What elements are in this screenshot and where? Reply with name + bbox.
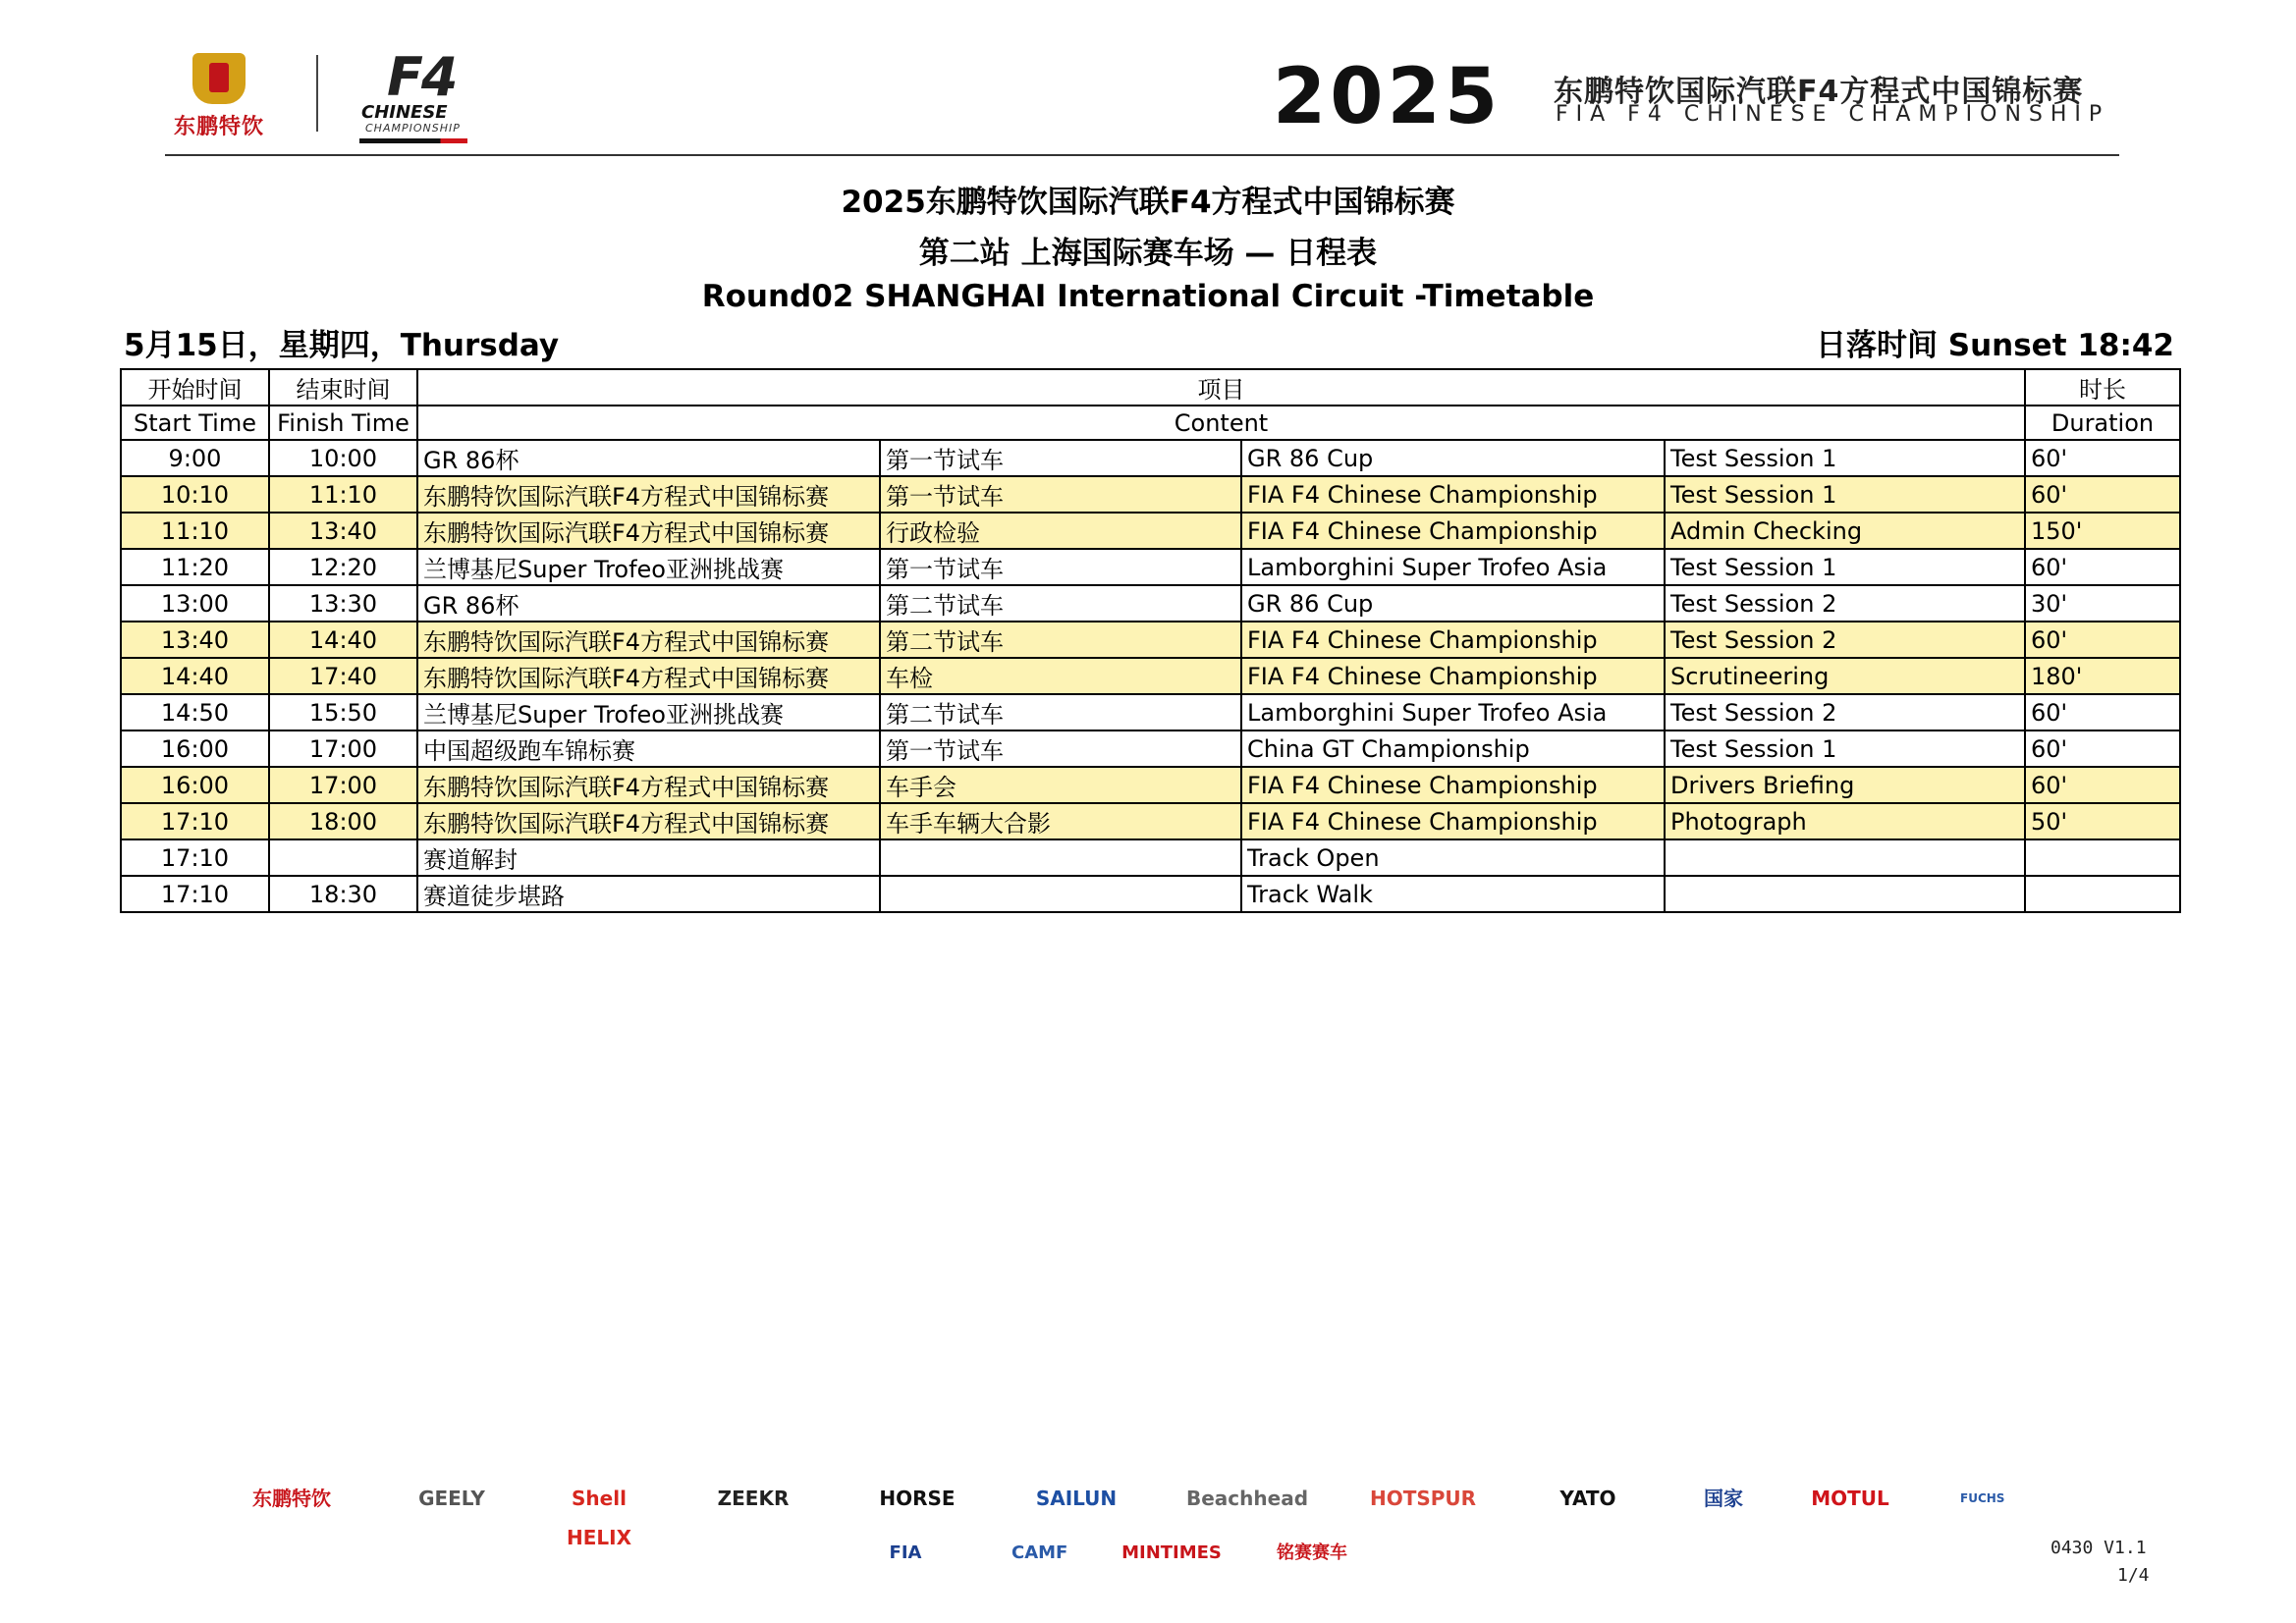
dongpeng-crest-icon xyxy=(192,53,246,104)
cell-session-zh: 车手车辆大合影 xyxy=(880,803,1241,839)
cell-start: 10:10 xyxy=(121,476,269,513)
dongpeng-logo-text: 东鹏特饮 xyxy=(173,115,264,139)
header-start-en: Start Time xyxy=(121,406,269,440)
cell-session-en: Test Session 1 xyxy=(1665,730,2025,767)
cell-start: 11:10 xyxy=(121,513,269,549)
cell-series-zh: 东鹏特饮国际汽联F4方程式中国锦标赛 xyxy=(417,622,880,658)
cell-session-en: Scrutineering xyxy=(1665,658,2025,694)
logo-divider xyxy=(316,55,318,132)
cell-start: 14:40 xyxy=(121,658,269,694)
cell-finish: 13:40 xyxy=(269,513,417,549)
sponsor-logo: HOTSPUR xyxy=(1369,1487,1477,1510)
cell-series-en: Track Walk xyxy=(1241,876,1665,912)
sponsor-logo: SAILUN xyxy=(1035,1487,1118,1510)
cell-session-en: Admin Checking xyxy=(1665,513,2025,549)
cell-session-zh: 车检 xyxy=(880,658,1241,694)
sponsor-logo: MOTUL xyxy=(1811,1487,1889,1510)
cell-duration: 60' xyxy=(2025,622,2180,658)
cell-session-en: Test Session 1 xyxy=(1665,476,2025,513)
cell-session-zh: 第一节试车 xyxy=(880,476,1241,513)
cell-series-zh: 赛道徒步堪路 xyxy=(417,876,880,912)
cell-series-en: GR 86 Cup xyxy=(1241,440,1665,476)
cell-series-zh: 兰博基尼Super Trofeo亚洲挑战赛 xyxy=(417,549,880,585)
sponsor-logo: MINTIMES xyxy=(1121,1542,1222,1563)
cell-series-zh: GR 86杯 xyxy=(417,585,880,622)
cell-finish: 13:30 xyxy=(269,585,417,622)
table-row xyxy=(121,476,2180,513)
sponsor-logo: YATO xyxy=(1559,1487,1616,1510)
dongpeng-logo xyxy=(165,53,273,155)
header-duration-zh: 时长 xyxy=(2025,369,2180,406)
cell-finish: 18:00 xyxy=(269,803,417,839)
page-number: 1/4 xyxy=(2117,1565,2150,1586)
header-finish-zh: 结束时间 xyxy=(269,369,417,406)
cell-session-zh: 第一节试车 xyxy=(880,440,1241,476)
cell-duration: 150' xyxy=(2025,513,2180,549)
cell-duration: 60' xyxy=(2025,767,2180,803)
cell-finish: 17:40 xyxy=(269,658,417,694)
cell-session-zh: 第二节试车 xyxy=(880,622,1241,658)
table-row xyxy=(121,513,2180,549)
table-row xyxy=(121,767,2180,803)
cell-session-en: Photograph xyxy=(1665,803,2025,839)
sponsor-logo: Shell HELIX xyxy=(566,1487,631,1549)
cell-finish: 15:50 xyxy=(269,694,417,730)
cell-finish xyxy=(269,839,417,876)
table-row xyxy=(121,876,2180,912)
cell-duration: 50' xyxy=(2025,803,2180,839)
f4-logo-sub: CHAMPIONSHIP xyxy=(365,122,461,135)
cell-session-zh: 第二节试车 xyxy=(880,585,1241,622)
cell-session-en: Drivers Briefing xyxy=(1665,767,2025,803)
cell-series-en: FIA F4 Chinese Championship xyxy=(1241,767,1665,803)
cell-finish: 11:10 xyxy=(269,476,417,513)
cell-finish: 12:20 xyxy=(269,549,417,585)
table-row xyxy=(121,658,2180,694)
cell-finish: 10:00 xyxy=(269,440,417,476)
sponsor-logo: 铭赛赛车 xyxy=(1277,1542,1347,1563)
doc-title-line2: 第二站 上海国际赛车场 — 日程表 xyxy=(918,236,1378,271)
header-content-zh: 项目 xyxy=(417,369,2025,406)
version-label: 0430 V1.1 xyxy=(2050,1538,2147,1558)
championship-name-en: FIA F4 CHINESE CHAMPIONSHIP xyxy=(1556,102,2110,127)
cell-start: 13:00 xyxy=(121,585,269,622)
table-row xyxy=(121,549,2180,585)
f4-logo-mark: F4 xyxy=(387,46,457,108)
cell-session-zh: 行政检验 xyxy=(880,513,1241,549)
table-row xyxy=(121,839,2180,876)
doc-title-line1: 2025东鹏特饮国际汽联F4方程式中国锦标赛 xyxy=(841,185,1455,220)
f4-chinese-logo xyxy=(354,46,511,149)
cell-session-en: Test Session 2 xyxy=(1665,585,2025,622)
table-row xyxy=(121,694,2180,730)
cell-session-en xyxy=(1665,876,2025,912)
sponsor-logo: 国家 xyxy=(1704,1487,1743,1510)
cell-finish: 14:40 xyxy=(269,622,417,658)
header-row-zh xyxy=(121,369,2180,406)
cell-series-zh: 中国超级跑车锦标赛 xyxy=(417,730,880,767)
cell-series-en: FIA F4 Chinese Championship xyxy=(1241,622,1665,658)
cell-series-en: FIA F4 Chinese Championship xyxy=(1241,513,1665,549)
f4-logo-word: CHINESE xyxy=(361,102,448,123)
cell-session-en: Test Session 2 xyxy=(1665,622,2025,658)
cell-series-zh: 东鹏特饮国际汽联F4方程式中国锦标赛 xyxy=(417,658,880,694)
doc-title-line3: Round02 SHANGHAI International Circuit -Timetable xyxy=(701,279,1595,314)
sponsor-logo: 东鹏特饮 xyxy=(252,1487,331,1510)
championship-name-zh: 东鹏特饮国际汽联F4方程式中国锦标赛 xyxy=(1554,75,2084,109)
cell-session-zh: 第一节试车 xyxy=(880,730,1241,767)
sponsor-logo: ZEEKR xyxy=(717,1487,790,1510)
cell-series-en: FIA F4 Chinese Championship xyxy=(1241,803,1665,839)
page-header xyxy=(165,39,2119,155)
cell-start: 17:10 xyxy=(121,876,269,912)
cell-finish: 18:30 xyxy=(269,876,417,912)
cell-series-zh: 东鹏特饮国际汽联F4方程式中国锦标赛 xyxy=(417,767,880,803)
sponsor-logo: CAMF xyxy=(1011,1542,1068,1563)
cell-start: 16:00 xyxy=(121,730,269,767)
cell-series-zh: 赛道解封 xyxy=(417,839,880,876)
table-row xyxy=(121,730,2180,767)
header-content-en: Content xyxy=(417,406,2025,440)
cell-finish: 17:00 xyxy=(269,730,417,767)
f4-logo-bar xyxy=(359,138,467,143)
cell-duration: 180' xyxy=(2025,658,2180,694)
sponsor-logo: FUCHS xyxy=(1960,1491,2005,1505)
cell-session-zh: 第二节试车 xyxy=(880,694,1241,730)
cell-finish: 17:00 xyxy=(269,767,417,803)
cell-series-zh: 东鹏特饮国际汽联F4方程式中国锦标赛 xyxy=(417,513,880,549)
cell-session-zh xyxy=(880,876,1241,912)
cell-duration: 30' xyxy=(2025,585,2180,622)
cell-start: 9:00 xyxy=(121,440,269,476)
cell-duration: 60' xyxy=(2025,694,2180,730)
table-row xyxy=(121,585,2180,622)
cell-session-en: Test Session 1 xyxy=(1665,549,2025,585)
cell-start: 17:10 xyxy=(121,839,269,876)
cell-duration: 60' xyxy=(2025,440,2180,476)
cell-series-en: FIA F4 Chinese Championship xyxy=(1241,476,1665,513)
cell-session-zh: 车手会 xyxy=(880,767,1241,803)
cell-series-en: GR 86 Cup xyxy=(1241,585,1665,622)
cell-start: 14:50 xyxy=(121,694,269,730)
cell-series-en: Lamborghini Super Trofeo Asia xyxy=(1241,549,1665,585)
sunset-time: 日落时间 Sunset 18:42 xyxy=(1815,328,2174,363)
cell-start: 11:20 xyxy=(121,549,269,585)
cell-session-en: Test Session 2 xyxy=(1665,694,2025,730)
timetable xyxy=(120,368,2181,913)
header-start-zh: 开始时间 xyxy=(121,369,269,406)
cell-series-zh: 东鹏特饮国际汽联F4方程式中国锦标赛 xyxy=(417,476,880,513)
cell-start: 17:10 xyxy=(121,803,269,839)
cell-session-zh xyxy=(880,839,1241,876)
sponsor-logo: FIA xyxy=(889,1542,922,1563)
cell-duration: 60' xyxy=(2025,549,2180,585)
table-row xyxy=(121,803,2180,839)
cell-series-en: Track Open xyxy=(1241,839,1665,876)
event-date: 5月15日，星期四，Thursday xyxy=(124,328,560,363)
cell-duration: 60' xyxy=(2025,730,2180,767)
cell-duration xyxy=(2025,876,2180,912)
cell-start: 13:40 xyxy=(121,622,269,658)
header-finish-en: Finish Time xyxy=(269,406,417,440)
cell-start: 16:00 xyxy=(121,767,269,803)
table-row xyxy=(121,622,2180,658)
cell-series-en: Lamborghini Super Trofeo Asia xyxy=(1241,694,1665,730)
sponsor-logo: HORSE xyxy=(879,1487,956,1510)
sponsor-logo: GEELY xyxy=(418,1487,485,1510)
cell-series-zh: 兰博基尼Super Trofeo亚洲挑战赛 xyxy=(417,694,880,730)
header-rule xyxy=(165,154,2119,156)
cell-session-en xyxy=(1665,839,2025,876)
cell-series-zh: GR 86杯 xyxy=(417,440,880,476)
cell-duration: 60' xyxy=(2025,476,2180,513)
header-duration-en: Duration xyxy=(2025,406,2180,440)
cell-series-zh: 东鹏特饮国际汽联F4方程式中国锦标赛 xyxy=(417,803,880,839)
cell-duration xyxy=(2025,839,2180,876)
sponsor-logo: Beachhead xyxy=(1186,1487,1309,1510)
season-year: 2025 xyxy=(1273,53,1503,141)
cell-series-en: FIA F4 Chinese Championship xyxy=(1241,658,1665,694)
cell-session-zh: 第一节试车 xyxy=(880,549,1241,585)
header-row-en xyxy=(121,406,2180,440)
cell-series-en: China GT Championship xyxy=(1241,730,1665,767)
cell-session-en: Test Session 1 xyxy=(1665,440,2025,476)
table-row xyxy=(121,440,2180,476)
